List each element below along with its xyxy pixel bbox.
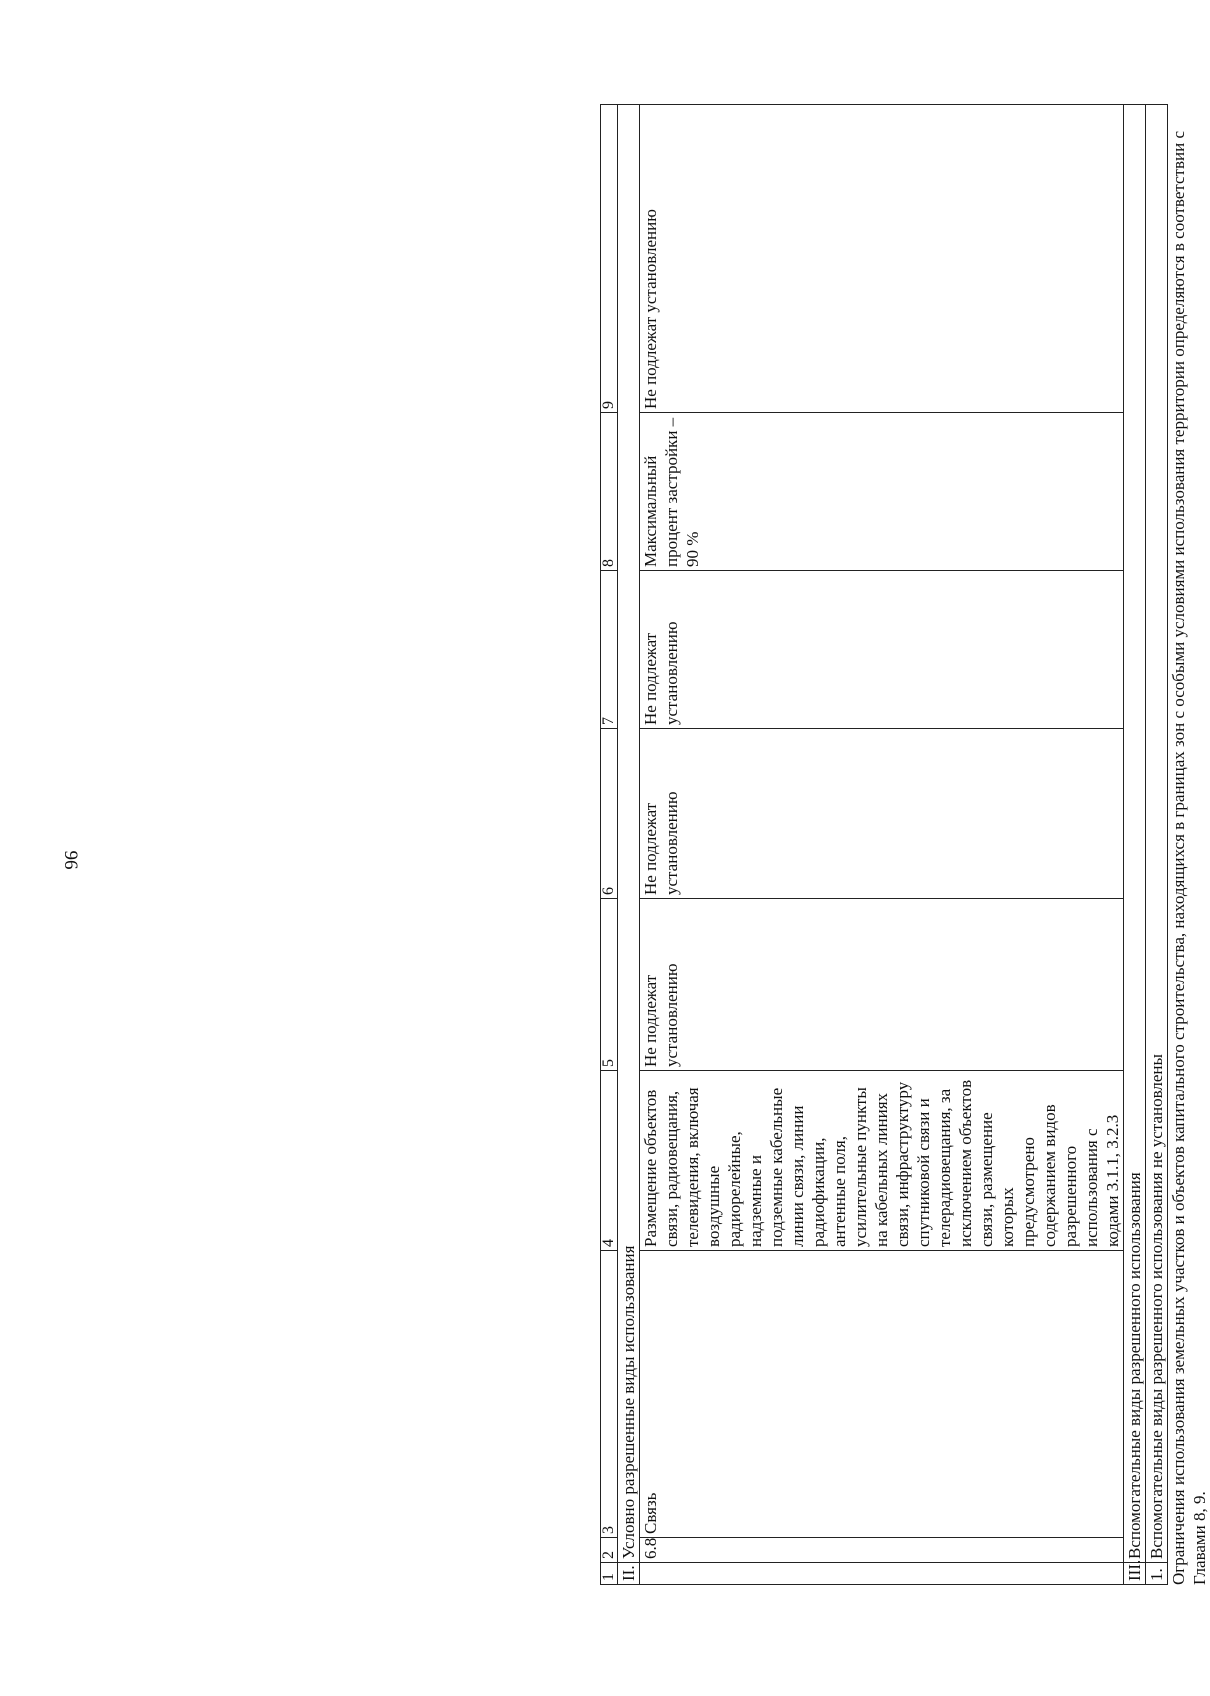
column-number: 7 [601, 571, 618, 729]
row-text: Вспомогательные виды разрешенного использования не установлены [1146, 105, 1168, 1563]
description-cell: Размещение объектов связи, радиовещания, телевидения, включая воздушные радиорелейные, надземные и подземные кабельные линии связи, линии радиофикации, антенные поля, усилительные пункты на кабельных линиях связи, инфраструктуру спутниковой связи и телерадиовещания, за исключением объектов связи, размещение которых предусмотрено содержанием видов разрешенного использования с кодами 3.1.1, 3.2.3 [640, 1071, 1124, 1251]
column-number: 2 [601, 1538, 618, 1563]
table-row [640, 105, 1124, 1585]
col8-cell: Максимальный процент застройки – 90 % [640, 413, 1124, 571]
section-iii-header-row [1124, 105, 1146, 1585]
section-title: Условно разрешенные виды использования [618, 105, 640, 1563]
zoning-table [600, 104, 1168, 1585]
col5-cell: Не подлежат установлению [640, 899, 1124, 1071]
col9-cell: Не подлежат установлению [640, 105, 1124, 413]
code-cell: 6.8 [640, 1538, 1124, 1563]
column-number: 5 [601, 899, 618, 1071]
section-ii-header-row [618, 105, 640, 1585]
row-number-cell [640, 1563, 1124, 1585]
column-number: 8 [601, 413, 618, 571]
section-title: Вспомогательные виды разрешенного использования [1124, 105, 1146, 1563]
section-iii-row-1 [1146, 105, 1168, 1585]
rotated-content [600, 105, 1209, 1585]
column-number: 9 [601, 105, 618, 413]
section-number: II. [618, 1563, 640, 1585]
row-number: 1. [1146, 1563, 1168, 1585]
col6-cell: Не подлежат установлению [640, 729, 1124, 899]
page-number: 96 [60, 850, 81, 870]
footnote: Ограничения использования земельных участков и объектов капитального строительства, находящихся в границах зон с особыми условиями использования территории определяются в соответствии с Главами 8, 9. [1169, 131, 1209, 1585]
name-cell: Связь [640, 1251, 1124, 1538]
column-number: 4 [601, 1071, 618, 1251]
section-number: III. [1124, 1563, 1146, 1585]
column-number: 3 [601, 1251, 618, 1538]
column-number: 6 [601, 729, 618, 899]
column-number: 1 [601, 1563, 618, 1585]
column-number-row [601, 105, 618, 1585]
col7-cell: Не подлежат установлению [640, 571, 1124, 729]
